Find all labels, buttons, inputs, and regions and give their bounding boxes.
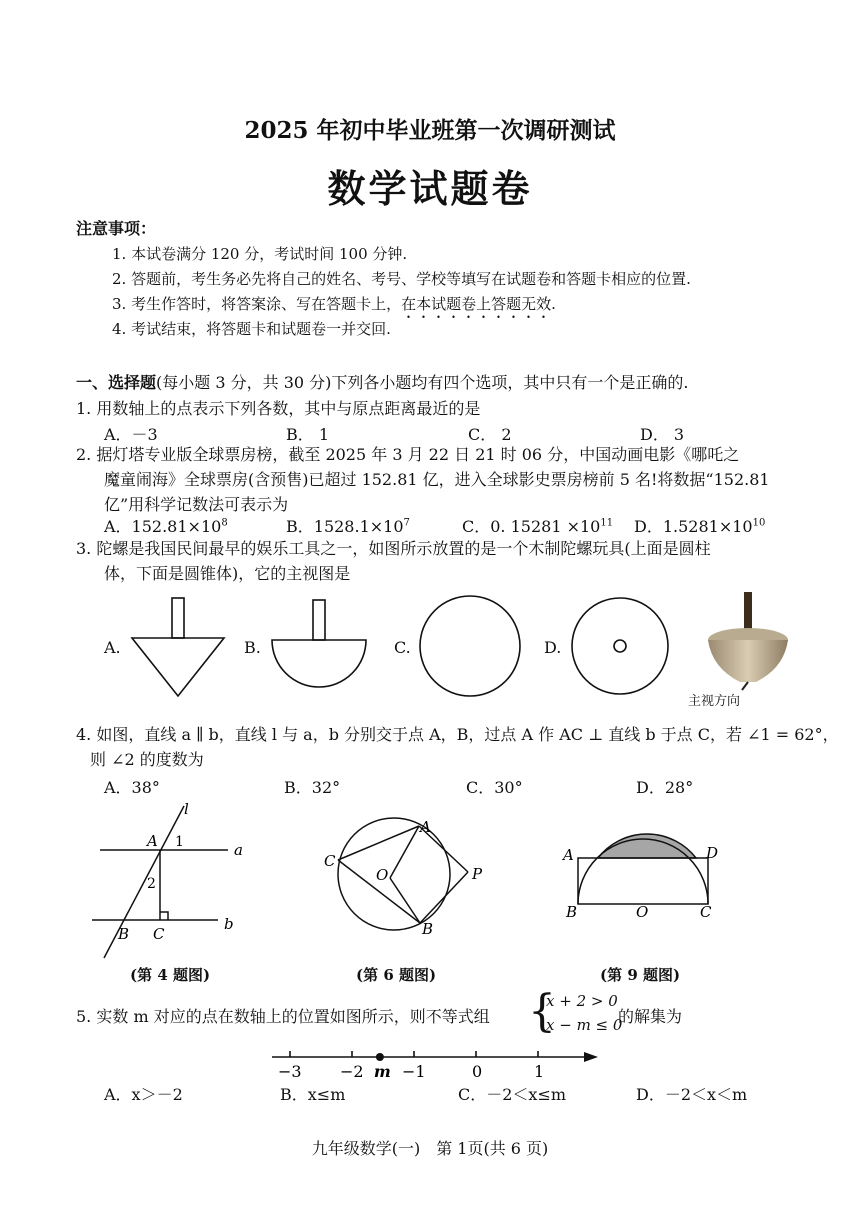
fig4-label-b: b <box>224 915 234 933</box>
q5-tail: 的解集为 <box>618 1007 683 1026</box>
photo-caption: 主视方向 <box>688 694 741 709</box>
section-heading-label: 一、选择题 <box>76 373 157 392</box>
fig4-label-B: B <box>118 925 130 943</box>
q3-label-a: A. <box>104 638 121 657</box>
section-heading-rest: (每小题 3 分，共 30 分)下列各小题均有四个选项，其中只有一个是正确的. <box>156 373 689 392</box>
q3-stem-line2: 体，下面是圆锥体)，它的主视图是 <box>104 564 351 583</box>
fig4-label-2: 2 <box>147 876 156 892</box>
q4-stem-line2: 则 ∠2 的度数为 <box>90 750 204 769</box>
number-line-tick-label: −1 <box>402 1062 426 1081</box>
fig9-caption: (第 9 题图) <box>600 966 681 984</box>
q2-option-b: B．$1528.1\times 10^7$ <box>286 517 410 536</box>
number-line-arrow <box>584 1052 598 1062</box>
q2-stem-line3: 亿”用科学记数法可表示为 <box>104 495 289 514</box>
notice-item-3-emphasis: 在本试题卷上答题无效 <box>401 295 552 313</box>
q3-label-c: C. <box>394 638 411 657</box>
fig4-label-l: l <box>184 800 189 818</box>
q1-option-d: D． 3 <box>640 425 685 444</box>
fig9-label-O: O <box>636 903 649 921</box>
exam-title: 2025 年初中毕业班第一次调研测试 <box>244 117 616 144</box>
q5-option-d: D．－2＜x＜m <box>636 1085 748 1104</box>
fig6-label-O: O <box>376 866 389 884</box>
q1-option-a: A．－3 <box>104 425 158 444</box>
q2-stem-line2: 魔童闹海》全球票房(含预售)已超过 152.81 亿，进入全球影史票房榜前 5 名!将数据“152.81 <box>104 470 770 489</box>
fig4-caption: (第 4 题图) <box>130 966 211 984</box>
notice-item-3-end: . <box>551 295 556 313</box>
notice-item-3-text: 3. 考生作答时，将答案涂、写在答题卡上， <box>112 295 402 313</box>
q4-option-a: A．38° <box>104 778 160 797</box>
q5-inequality-2: x − m ≤ 0 <box>546 1016 623 1034</box>
q5-option-b: B．x≤m <box>280 1085 346 1104</box>
q4-option-b: B．32° <box>284 778 341 797</box>
fig9-label-B: B <box>566 903 578 921</box>
q3-label-d: D. <box>544 638 562 657</box>
notice-item-4: 4. 考试结束，将答题卡和试题卷一并交回. <box>112 320 391 338</box>
q3-stem-line1: 3. 陀螺是我国民间最早的娱乐工具之一，如图所示放置的是一个木制陀螺玩具(上面是圆柱 <box>76 539 711 558</box>
paper-subtitle: 数学试题卷 <box>327 166 533 211</box>
system-brace: { <box>528 986 556 1037</box>
number-line-tick-label: 0 <box>472 1062 483 1081</box>
fig9-label-C: C <box>700 903 712 921</box>
fig4-label-1: 1 <box>175 834 184 850</box>
q3-label-b: B. <box>244 638 261 657</box>
q5-stem: 5. 实数 m 对应的点在数轴上的位置如图所示，则不等式组 <box>76 1007 490 1026</box>
notice-item-1: 1. 本试卷满分 120 分，考试时间 100 分钟. <box>112 245 408 263</box>
notice-item-2: 2. 答题前，考生务必先将自己的姓名、考号、学校等填写在试题卷和答题卡相应的位置. <box>112 270 691 288</box>
q1-stem: 1. 用数轴上的点表示下列各数，其中与原点距离最近的是 <box>76 399 481 418</box>
q1-option-c: C． 2 <box>468 425 512 444</box>
fig4-label-a: a <box>234 841 243 859</box>
fig6-label-A: A <box>420 818 431 836</box>
number-line-point-label: m <box>373 1062 391 1081</box>
fig4-label-A: A <box>147 832 158 850</box>
fig9-label-D: D <box>706 844 719 862</box>
fig6-label-B: B <box>422 920 434 938</box>
q2-option-a: A．$152.81\times 10^8$ <box>104 517 228 536</box>
q2-option-c: C．0. $15281 \times 10^{11}$ <box>462 517 614 536</box>
fig6-label-C: C <box>324 852 336 870</box>
q1-option-b: B． 1 <box>286 425 330 444</box>
q4-option-c: C．30° <box>466 778 523 797</box>
fig4-label-C: C <box>153 925 165 943</box>
q2-stem-line1: 2. 据灯塔专业版全球票房榜，截至 2025 年 3 月 22 日 21 时 06 分，中国动画电影《哪吒之 <box>76 445 740 464</box>
number-line-tick-label: −2 <box>340 1062 364 1081</box>
notice-heading: 注意事项： <box>76 219 157 238</box>
number-line-point-m <box>376 1053 384 1061</box>
q4-stem-line1: 4. 如图，直线 a ∥ b，直线 l 与 a，b 分别交于点 A，B，过点 A 作 AC ⊥ 直线 b 于点 C，若 ∠1 = 62°， <box>76 725 839 744</box>
page-footer: 九年级数学(一) 第 1页(共 6 页) <box>311 1139 549 1158</box>
fig9-label-A: A <box>563 846 574 864</box>
q4-option-d: D．28° <box>636 778 694 797</box>
number-line-tick-label: 1 <box>534 1062 545 1081</box>
q2-option-d: D．$1.5281\times 10^{10}$ <box>634 517 766 536</box>
fig6-label-P: P <box>472 865 483 883</box>
q5-option-a: A．x＞－2 <box>104 1085 183 1104</box>
fig6-caption: (第 6 题图) <box>356 966 437 984</box>
q5-option-c: C．－2＜x≤m <box>458 1085 567 1104</box>
q5-inequality-1: x + 2 > 0 <box>546 992 618 1010</box>
number-line-tick-label: −3 <box>278 1062 302 1081</box>
